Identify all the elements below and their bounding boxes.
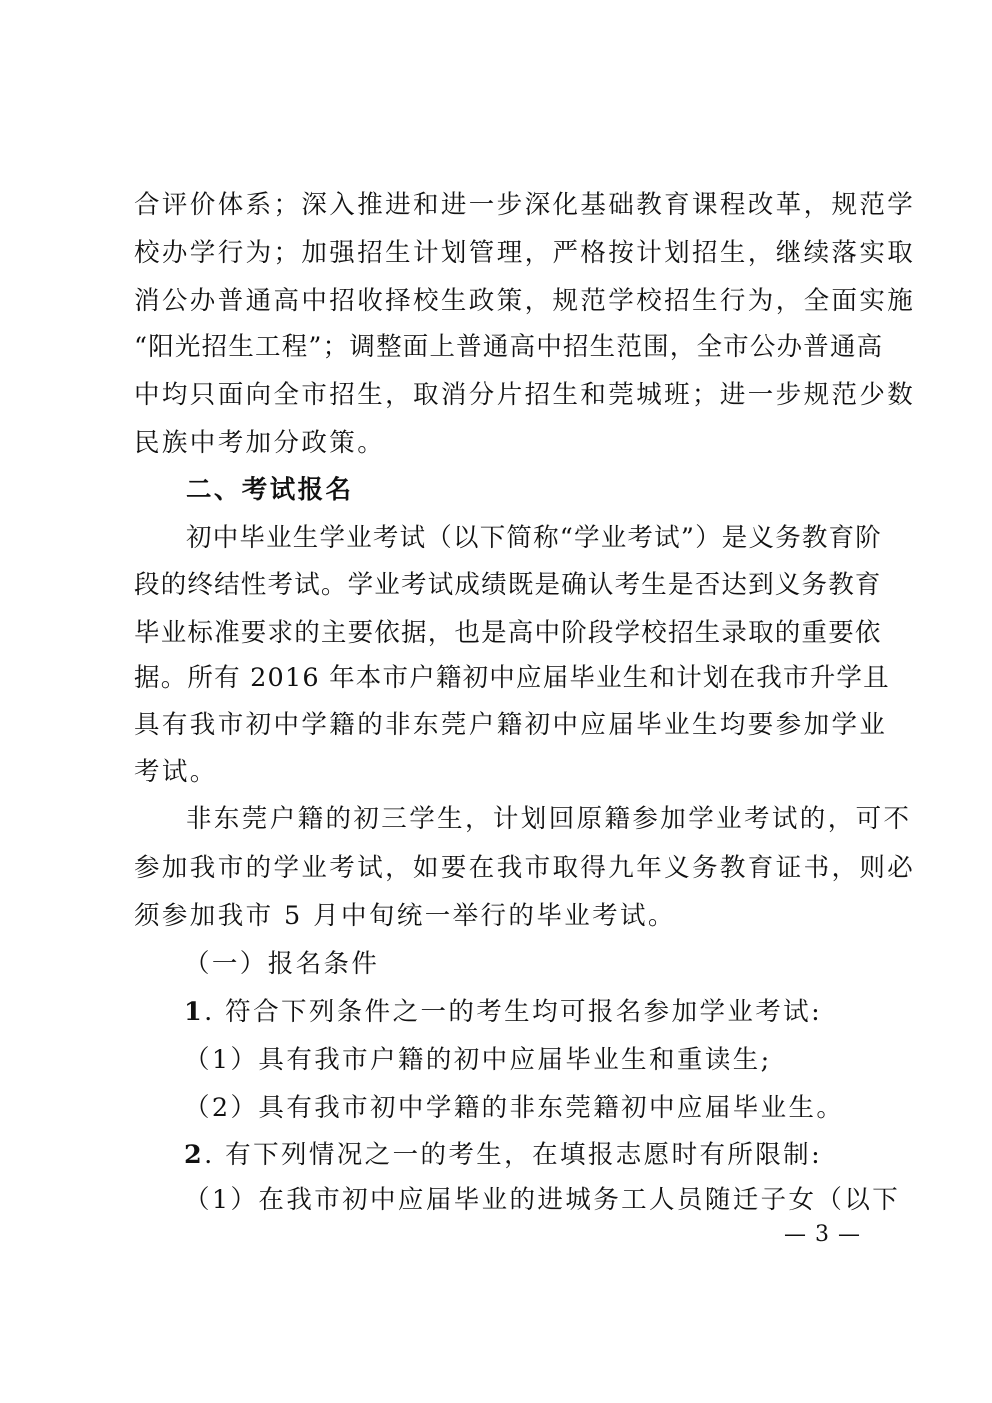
paragraph-2-line-2: 段的终结性考试。学业考试成绩既是确认考生是否达到义务教育 bbox=[134, 570, 882, 600]
numbered-item-2 bbox=[184, 1138, 874, 1172]
paragraph-2-line-1: 初中毕业生学业考试（以下简称“学业考试”）是义务教育阶 bbox=[186, 523, 882, 553]
item-1-subitem-2: （2）具有我市初中学籍的非东莞籍初中应届毕业生。 bbox=[184, 1093, 845, 1123]
paragraph-1-line-6: 民族中考加分政策。 bbox=[134, 428, 386, 458]
paragraph-1-line-4: “阳光招生工程”；调整面上普通高中招生范围，全市公办普通高 bbox=[134, 332, 884, 362]
numbered-item-1 bbox=[184, 995, 874, 1029]
item-text-1: . 符合下列条件之一的考生均可报名参加学业考试: bbox=[204, 997, 823, 1027]
item-number-2: 2 bbox=[184, 1140, 205, 1170]
paragraph-3-line-2: 参加我市的学业考试，如要在我市取得九年义务教育证书，则必 bbox=[134, 853, 916, 883]
item-text-2: . 有下列情况之一的考生，在填报志愿时有所限制: bbox=[204, 1140, 823, 1170]
paragraph-2-line-5: 具有我市初中学籍的非东莞户籍初中应届毕业生均要参加学业 bbox=[134, 710, 888, 740]
paragraph-1-line-2: 校办学行为；加强招生计划管理，严格按计划招生，继续落实取 bbox=[134, 238, 916, 268]
item-2-subitem-1: （1）在我市初中应届毕业的进城务工人员随迁子女（以下 bbox=[184, 1185, 901, 1215]
paragraph-1-line-1: 合评价体系；深入推进和进一步深化基础教育课程改革，规范学 bbox=[134, 190, 916, 220]
paragraph-3-line-1: 非东莞户籍的初三学生，计划回原籍参加学业考试的，可不 bbox=[186, 804, 912, 834]
page-number: — 3 — bbox=[784, 1222, 861, 1247]
paragraph-2-line-6: 考试。 bbox=[134, 757, 218, 787]
paragraph-2-line-4: 据。所有 2016 年本市户籍初中应届毕业生和计划在我市升学且 bbox=[134, 663, 890, 693]
paragraph-2-line-3: 毕业标准要求的主要依据，也是高中阶段学校招生录取的重要依 bbox=[134, 618, 882, 648]
item-number-1: 1 bbox=[184, 997, 205, 1027]
paragraph-3-line-3: 须参加我市 5 月中旬统一举行的毕业考试。 bbox=[134, 901, 676, 931]
paragraph-1-line-5: 中均只面向全市招生，取消分片招生和莞城班；进一步规范少数 bbox=[134, 380, 916, 410]
section-heading-exam-registration: 二、考试报名 bbox=[186, 475, 354, 505]
subheading-registration-conditions: （一）报名条件 bbox=[184, 949, 380, 979]
item-1-subitem-1: （1）具有我市户籍的初中应届毕业生和重读生; bbox=[184, 1045, 772, 1075]
paragraph-1-line-3: 消公办普通高中招收择校生政策，规范学校招生行为，全面实施 bbox=[134, 286, 916, 316]
